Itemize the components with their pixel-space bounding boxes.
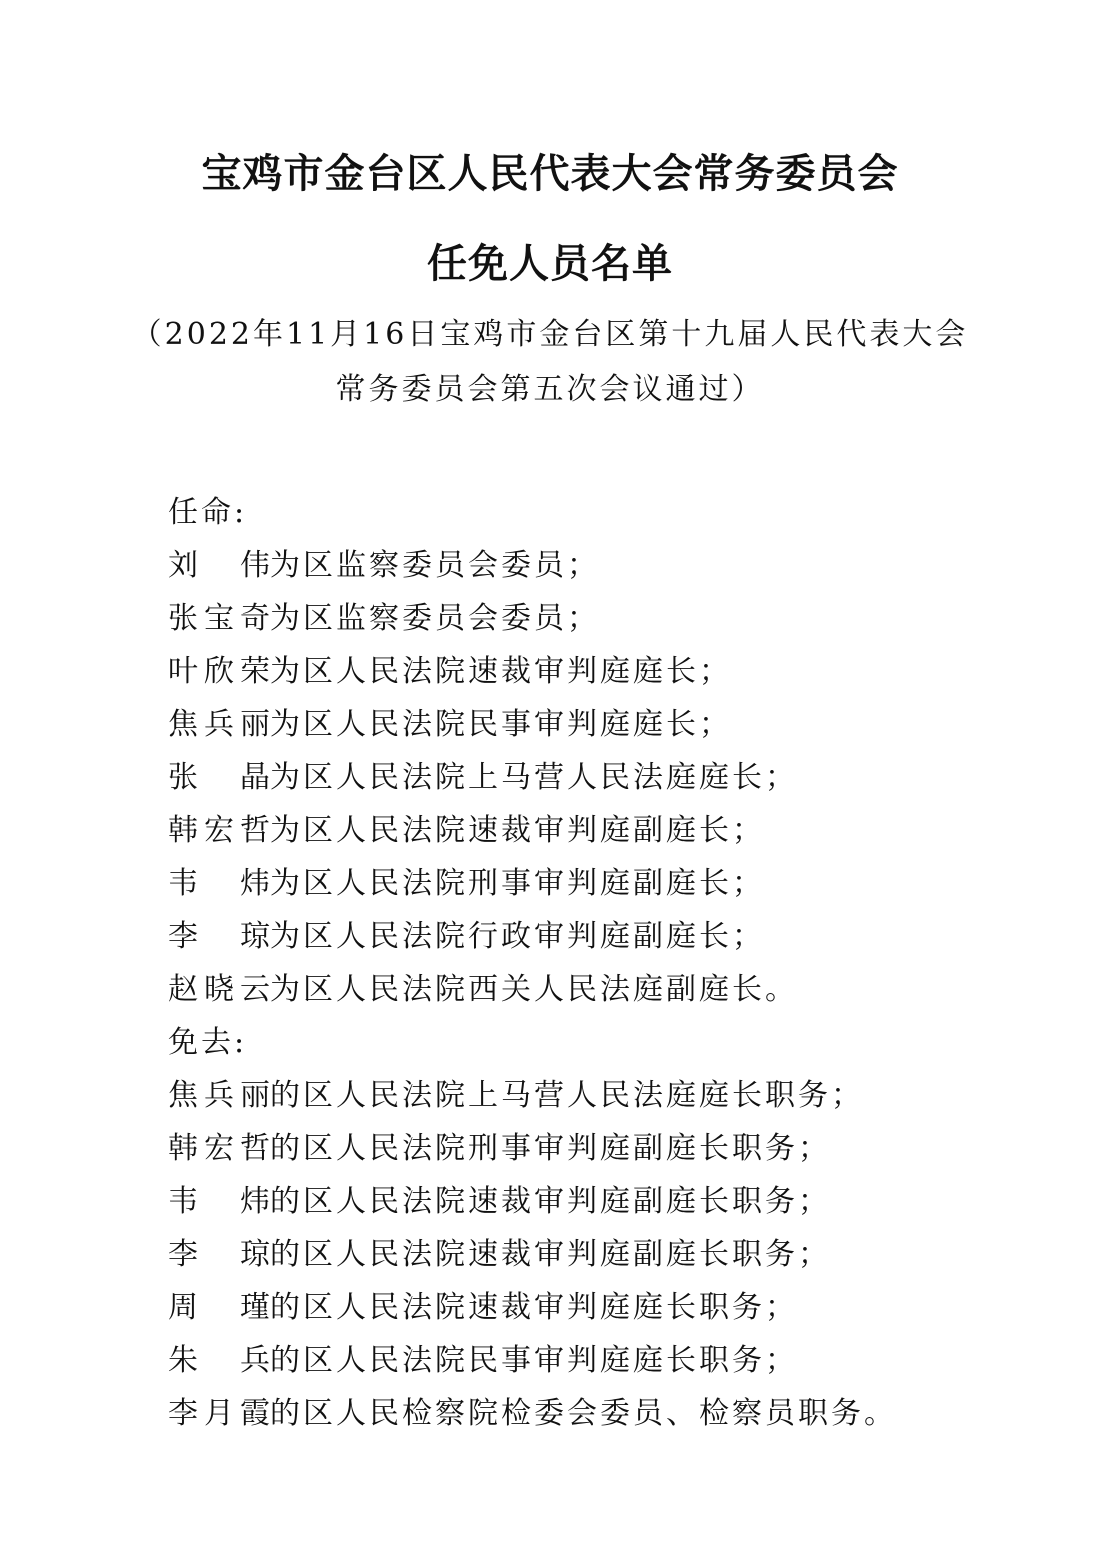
appoint-text: 为区人民法院刑事审判庭副庭长； bbox=[270, 866, 765, 901]
appoint-text: 为区人民法院行政审判庭副庭长； bbox=[270, 919, 765, 954]
remove-text: 的区人民法院速裁审判庭庭长职务； bbox=[270, 1290, 798, 1325]
person-name: 韦炜 bbox=[168, 1184, 270, 1219]
person-name: 周瑾 bbox=[168, 1290, 270, 1325]
document-subtitle-line-2: 常务委员会第五次会议通过） bbox=[335, 372, 765, 407]
appoint-item bbox=[168, 600, 600, 638]
document-subtitle-line-1: （2022年11月16日宝鸡市金台区第十九届人民代表大会 bbox=[131, 317, 969, 352]
appoint-text: 为区监察委员会委员； bbox=[270, 548, 600, 583]
document-title-line-1: 宝鸡市金台区人民代表大会常务委员会 bbox=[201, 150, 899, 197]
person-name: 朱兵 bbox=[168, 1343, 270, 1378]
person-name: 韩宏哲 bbox=[168, 813, 270, 848]
remove-text: 的区人民法院速裁审判庭副庭长职务； bbox=[270, 1184, 831, 1219]
person-name: 叶欣荣 bbox=[168, 654, 270, 689]
remove-item bbox=[168, 1077, 864, 1115]
remove-text: 的区人民检察院检委会委员、检察员职务。 bbox=[270, 1396, 897, 1431]
person-name: 韦炜 bbox=[168, 866, 270, 901]
person-name: 李琼 bbox=[168, 1237, 270, 1272]
person-name: 韩宏哲 bbox=[168, 1131, 270, 1166]
remove-text: 的区人民法院民事审判庭庭长职务； bbox=[270, 1343, 798, 1378]
remove-item bbox=[168, 1395, 897, 1433]
person-name: 李琼 bbox=[168, 919, 270, 954]
person-name: 张晶 bbox=[168, 760, 270, 795]
appoint-text: 为区人民法院速裁审判庭副庭长； bbox=[270, 813, 765, 848]
appoint-text: 为区人民法院上马营人民法庭庭长； bbox=[270, 760, 798, 795]
appoint-item bbox=[168, 759, 798, 797]
remove-item bbox=[168, 1289, 798, 1327]
person-name: 刘伟 bbox=[168, 548, 270, 583]
person-name: 焦兵丽 bbox=[168, 707, 270, 742]
remove-item bbox=[168, 1130, 831, 1168]
person-name: 李月霞 bbox=[168, 1396, 270, 1431]
person-name: 赵晓云 bbox=[168, 972, 270, 1007]
appoint-text: 为区人民法院西关人民法庭副庭长。 bbox=[270, 972, 798, 1007]
appoint-item bbox=[168, 653, 732, 691]
appoint-item bbox=[168, 971, 798, 1009]
remove-heading: 免去: bbox=[168, 1025, 248, 1060]
remove-item bbox=[168, 1183, 831, 1221]
appoint-item bbox=[168, 706, 732, 744]
person-name: 焦兵丽 bbox=[168, 1078, 270, 1113]
document-title-line-2: 任免人员名单 bbox=[427, 240, 673, 287]
appoint-heading: 任命: bbox=[168, 495, 248, 530]
remove-text: 的区人民法院刑事审判庭副庭长职务； bbox=[270, 1131, 831, 1166]
remove-text: 的区人民法院上马营人民法庭庭长职务； bbox=[270, 1078, 864, 1113]
appoint-item bbox=[168, 918, 765, 956]
appoint-text: 为区监察委员会委员； bbox=[270, 601, 600, 636]
appoint-item bbox=[168, 547, 600, 585]
appoint-item bbox=[168, 812, 765, 850]
person-name: 张宝奇 bbox=[168, 601, 270, 636]
remove-item bbox=[168, 1342, 798, 1380]
appoint-item bbox=[168, 865, 765, 903]
remove-item bbox=[168, 1236, 831, 1274]
appoint-text: 为区人民法院速裁审判庭庭长； bbox=[270, 654, 732, 689]
appoint-text: 为区人民法院民事审判庭庭长； bbox=[270, 707, 732, 742]
remove-text: 的区人民法院速裁审判庭副庭长职务； bbox=[270, 1237, 831, 1272]
